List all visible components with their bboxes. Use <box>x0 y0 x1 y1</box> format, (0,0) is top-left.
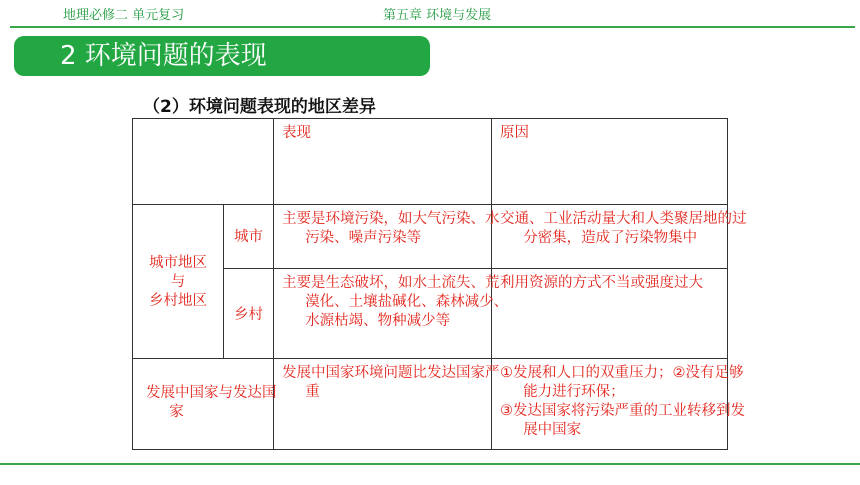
section-subtitle: （2）环境问题表现的地区差异 <box>143 97 376 117</box>
header-divider <box>10 26 855 28</box>
rural-expression: 主要是生态破坏，如水土流失、荒漠化、土壤盐碱化、森林减少、水源枯竭、物种减少等 <box>282 275 509 329</box>
table-border-left <box>132 118 133 450</box>
header-chapter-label: 第五章 环境与发展 <box>383 8 492 23</box>
rural-reason: 利用资源的方式不当或强度过大 <box>500 275 703 291</box>
table-row-divider <box>132 204 728 205</box>
table-border-bottom <box>132 449 728 450</box>
region-difference-table <box>132 118 747 450</box>
developing-developed-label: 发展中国家与发达国家 <box>146 385 277 420</box>
table-row-divider <box>223 268 728 269</box>
city-label: 城市 <box>234 229 263 245</box>
column-header-reason: 原因 <box>500 125 529 141</box>
rural-label: 乡村 <box>234 307 263 323</box>
header-course-label: 地理必修二 单元复习 <box>63 8 185 23</box>
table-row-divider <box>132 358 728 359</box>
title-banner <box>14 36 430 76</box>
city-expression: 主要是环境污染，如大气污染、水污染、噪声污染等 <box>282 211 500 246</box>
table-border-top <box>132 118 728 119</box>
footer-divider <box>0 463 860 465</box>
developing-reason-part1: ①发展和人口的双重压力；②没有足够能力进行环保； <box>500 365 744 400</box>
page-title: 2 环境问题的表现 <box>60 41 267 71</box>
column-header-expression: 表现 <box>282 125 311 141</box>
city-reason: 交通、工业活动量大和人类聚居地的过分密集，造成了污染物集中 <box>500 211 747 246</box>
developing-expression: 发展中国家环境问题比发达国家严重 <box>282 365 500 400</box>
developing-reason-part2: ③发达国家将污染严重的工业转移到发展中国家 <box>500 403 745 438</box>
urban-rural-group-label: 城市地区 与 乡村地区 <box>149 255 207 309</box>
